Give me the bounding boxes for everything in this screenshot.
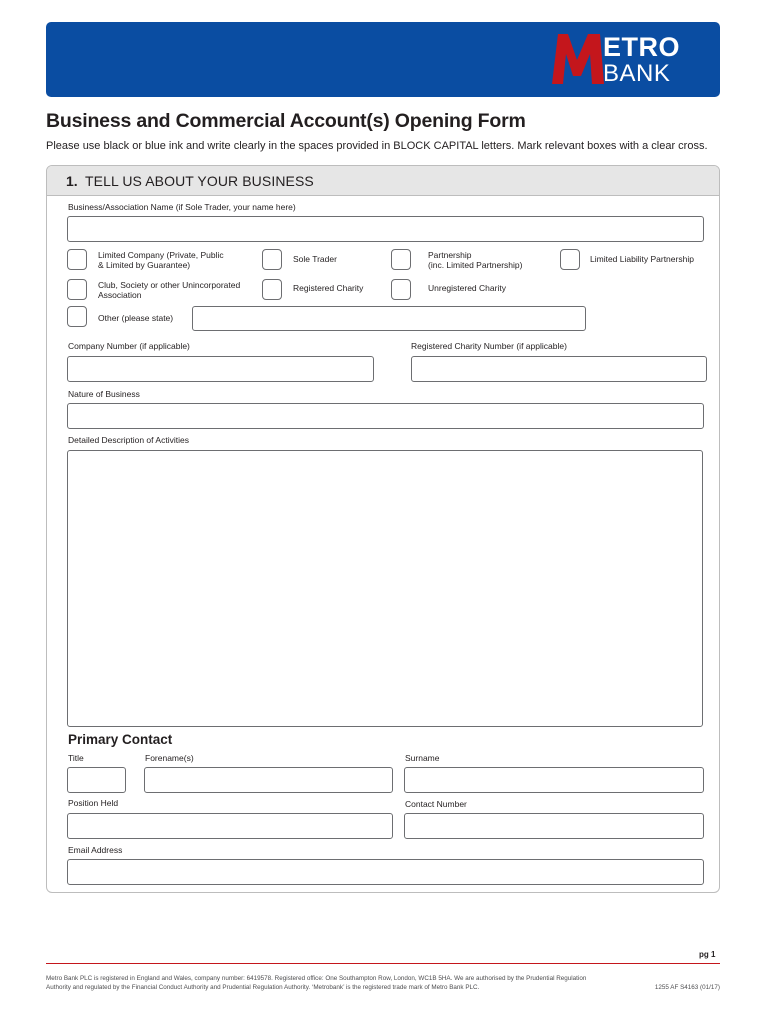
nature-of-business-label: Nature of Business [68, 389, 140, 399]
contact-number-field[interactable] [404, 813, 704, 839]
checkbox-unregistered-charity[interactable] [391, 279, 411, 300]
limited-company-label: Limited Company (Private, Public & Limited by Guarantee) [98, 250, 224, 270]
logo-text-etro: ETRO [603, 32, 681, 62]
activities-label: Detailed Description of Activities [68, 435, 189, 445]
section-title: TELL US ABOUT YOUR BUSINESS [85, 173, 314, 189]
page-number: pg 1 [699, 950, 716, 959]
email-field[interactable] [67, 859, 704, 885]
business-name-field[interactable] [67, 216, 704, 242]
checkbox-club-society[interactable] [67, 279, 87, 300]
checkbox-sole-trader[interactable] [262, 249, 282, 270]
metro-bank-logo [546, 30, 706, 90]
checkbox-partnership[interactable] [391, 249, 411, 270]
metro-m-icon [546, 30, 608, 88]
surname-label: Surname [405, 753, 440, 763]
title-field[interactable] [67, 767, 126, 793]
email-label: Email Address [68, 845, 123, 855]
sole-trader-label: Sole Trader [293, 254, 337, 264]
title-label: Title [68, 753, 84, 763]
checkbox-limited-company[interactable] [67, 249, 87, 270]
club-society-label: Club, Society or other Unincorporated Association [98, 280, 241, 300]
legal-text-line1: Metro Bank PLC is registered in England and Wales, company number: 6419578. Registered office: One Southampton Row, London, WC1B 5HA. We are authorised by the Prudential Regulation [46, 975, 587, 982]
registered-charity-label: Registered Charity [293, 283, 364, 293]
nature-of-business-field[interactable] [67, 403, 704, 429]
company-number-field[interactable] [67, 356, 374, 382]
llp-label: Limited Liability Partnership [590, 254, 694, 264]
other-state-field[interactable] [192, 306, 586, 331]
instructions-text: Please use black or blue ink and write clearly in the spaces provided in BLOCK CAPITAL letters. Mark relevant boxes with a clear cross. [46, 140, 708, 152]
section-header [47, 166, 719, 196]
checkbox-registered-charity[interactable] [262, 279, 282, 300]
legal-text-line2: Authority and regulated by the Financial Conduct Authority and Prudential Regulation Authority. ‘Metrobank’ is the registered trade mark of Metro Bank PLC. [46, 983, 480, 991]
form-code: 1255 AF S4163 (01/17) [654, 983, 720, 991]
position-held-field[interactable] [67, 813, 393, 839]
activities-textarea[interactable] [67, 450, 703, 727]
logo-text-bank: BANK [603, 60, 671, 87]
surname-field[interactable] [404, 767, 704, 793]
charity-number-field[interactable] [411, 356, 707, 382]
contact-number-label: Contact Number [405, 799, 467, 809]
forenames-field[interactable] [144, 767, 393, 793]
footer-divider [46, 963, 720, 964]
charity-number-label: Registered Charity Number (if applicable) [411, 341, 567, 351]
partnership-label: Partnership (inc. Limited Partnership) [428, 250, 523, 270]
primary-contact-heading: Primary Contact [68, 732, 173, 747]
page-title: Business and Commercial Account(s) Opening Form [46, 110, 526, 132]
unregistered-charity-label: Unregistered Charity [428, 283, 506, 293]
checkbox-llp[interactable] [560, 249, 580, 270]
checkbox-other[interactable] [67, 306, 87, 327]
section-number: 1. [66, 173, 78, 189]
company-number-label: Company Number (if applicable) [68, 341, 190, 351]
business-name-label: Business/Association Name (if Sole Trader, your name here) [68, 202, 296, 212]
forenames-label: Forename(s) [145, 753, 194, 763]
legal-footer [46, 975, 720, 992]
position-held-label: Position Held [68, 798, 119, 808]
other-label: Other (please state) [98, 313, 174, 323]
